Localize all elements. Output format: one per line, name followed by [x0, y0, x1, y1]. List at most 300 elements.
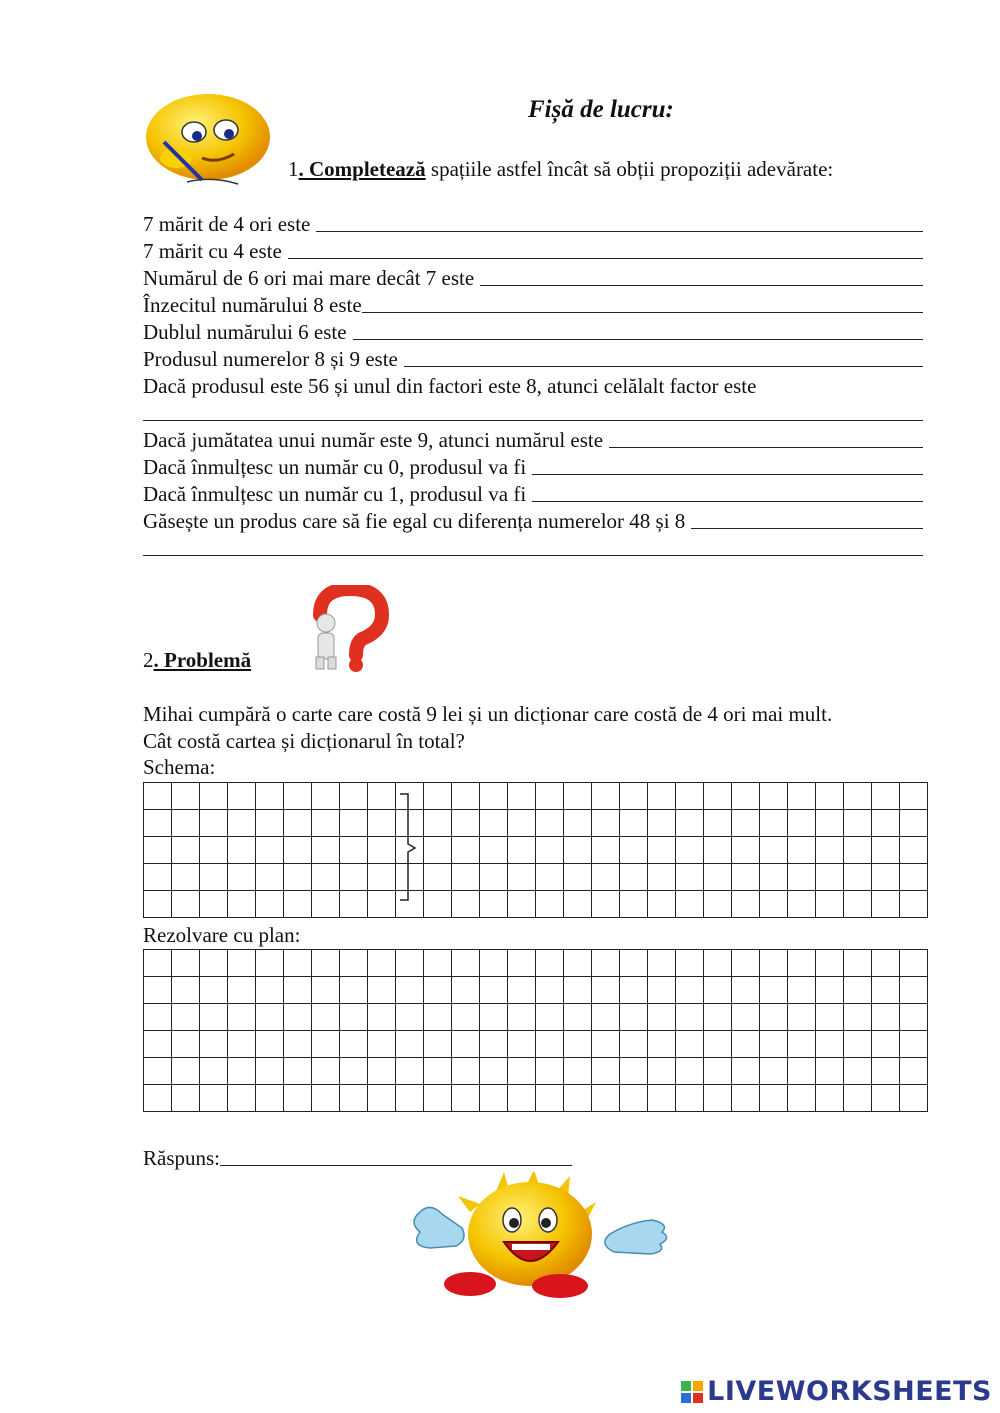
grid-cell[interactable]	[760, 810, 788, 837]
grid-cell[interactable]	[228, 783, 256, 810]
grid-cell[interactable]	[564, 1004, 592, 1031]
grid-cell[interactable]	[592, 864, 620, 891]
grid-cell[interactable]	[872, 783, 900, 810]
grid-cell[interactable]	[536, 977, 564, 1004]
grid-cell[interactable]	[312, 837, 340, 864]
grid-cell[interactable]	[648, 837, 676, 864]
grid-cell[interactable]	[172, 810, 200, 837]
grid-cell[interactable]	[368, 891, 396, 918]
grid-cell[interactable]	[732, 810, 760, 837]
grid-cell[interactable]	[620, 837, 648, 864]
grid-cell[interactable]	[480, 891, 508, 918]
grid-cell[interactable]	[900, 837, 928, 864]
grid-cell[interactable]	[676, 1085, 704, 1112]
grid-cell[interactable]	[284, 837, 312, 864]
grid-cell[interactable]	[424, 950, 452, 977]
grid-cell[interactable]	[480, 1031, 508, 1058]
grid-cell[interactable]	[284, 1058, 312, 1085]
grid-cell[interactable]	[312, 783, 340, 810]
grid-cell[interactable]	[228, 950, 256, 977]
grid-cell[interactable]	[172, 837, 200, 864]
grid-cell[interactable]	[620, 891, 648, 918]
grid-cell[interactable]	[592, 810, 620, 837]
grid-cell[interactable]	[760, 837, 788, 864]
grid-cell[interactable]	[872, 950, 900, 977]
grid-cell[interactable]	[816, 1085, 844, 1112]
grid-cell[interactable]	[648, 977, 676, 1004]
grid-cell[interactable]	[200, 864, 228, 891]
grid-cell[interactable]	[452, 864, 480, 891]
grid-cell[interactable]	[172, 1058, 200, 1085]
grid-cell[interactable]	[844, 837, 872, 864]
grid-cell[interactable]	[732, 1058, 760, 1085]
grid-cell[interactable]	[172, 1085, 200, 1112]
grid-cell[interactable]	[592, 1031, 620, 1058]
grid-cell[interactable]	[368, 977, 396, 1004]
grid-cell[interactable]	[536, 1085, 564, 1112]
grid-cell[interactable]	[284, 864, 312, 891]
grid-cell[interactable]	[312, 977, 340, 1004]
grid-cell[interactable]	[144, 977, 172, 1004]
grid-cell[interactable]	[816, 1004, 844, 1031]
grid-cell[interactable]	[424, 891, 452, 918]
grid-cell[interactable]	[508, 864, 536, 891]
grid-cell[interactable]	[648, 1058, 676, 1085]
grid-cell[interactable]	[368, 1058, 396, 1085]
grid-cell[interactable]	[200, 1058, 228, 1085]
grid-cell[interactable]	[368, 1085, 396, 1112]
grid-cell[interactable]	[760, 864, 788, 891]
grid-cell[interactable]	[368, 864, 396, 891]
grid-cell[interactable]	[172, 891, 200, 918]
answer-blank[interactable]	[362, 311, 923, 313]
grid-cell[interactable]	[592, 891, 620, 918]
grid-cell[interactable]	[788, 950, 816, 977]
answer-blank[interactable]	[609, 446, 923, 448]
grid-cell[interactable]	[844, 1085, 872, 1112]
grid-cell[interactable]	[340, 864, 368, 891]
grid-cell[interactable]	[872, 1004, 900, 1031]
grid-cell[interactable]	[452, 1058, 480, 1085]
grid-cell[interactable]	[452, 837, 480, 864]
grid-cell[interactable]	[844, 783, 872, 810]
grid-cell[interactable]	[732, 891, 760, 918]
grid-cell[interactable]	[340, 950, 368, 977]
grid-cell[interactable]	[732, 1004, 760, 1031]
grid-cell[interactable]	[536, 950, 564, 977]
grid-cell[interactable]	[200, 950, 228, 977]
grid-cell[interactable]	[564, 837, 592, 864]
grid-cell[interactable]	[508, 1058, 536, 1085]
grid-cell[interactable]	[144, 1058, 172, 1085]
grid-cell[interactable]	[480, 864, 508, 891]
answer-blank[interactable]	[143, 419, 923, 421]
grid-cell[interactable]	[172, 1004, 200, 1031]
grid-cell[interactable]	[368, 837, 396, 864]
grid-cell[interactable]	[564, 810, 592, 837]
grid-cell[interactable]	[312, 891, 340, 918]
grid-cell[interactable]	[704, 1058, 732, 1085]
grid-cell[interactable]	[732, 1031, 760, 1058]
grid-cell[interactable]	[200, 837, 228, 864]
grid-cell[interactable]	[452, 977, 480, 1004]
grid-cell[interactable]	[536, 1004, 564, 1031]
grid-cell[interactable]	[144, 950, 172, 977]
grid-cell[interactable]	[144, 1031, 172, 1058]
grid-cell[interactable]	[900, 977, 928, 1004]
grid-cell[interactable]	[872, 864, 900, 891]
grid-cell[interactable]	[508, 977, 536, 1004]
grid-cell[interactable]	[480, 950, 508, 977]
grid-cell[interactable]	[816, 1058, 844, 1085]
grid-cell[interactable]	[676, 837, 704, 864]
grid-cell[interactable]	[256, 1004, 284, 1031]
grid-cell[interactable]	[368, 1031, 396, 1058]
grid-cell[interactable]	[900, 1085, 928, 1112]
grid-cell[interactable]	[872, 1031, 900, 1058]
grid-cell[interactable]	[200, 783, 228, 810]
grid-cell[interactable]	[424, 1031, 452, 1058]
grid-cell[interactable]	[788, 977, 816, 1004]
grid-cell[interactable]	[228, 837, 256, 864]
grid-cell[interactable]	[284, 1085, 312, 1112]
grid-cell[interactable]	[480, 1004, 508, 1031]
grid-cell[interactable]	[536, 837, 564, 864]
grid-cell[interactable]	[760, 1031, 788, 1058]
grid-cell[interactable]	[648, 1004, 676, 1031]
answer-blank[interactable]	[404, 365, 923, 367]
grid-cell[interactable]	[816, 783, 844, 810]
grid-cell[interactable]	[200, 1085, 228, 1112]
grid-cell[interactable]	[788, 810, 816, 837]
grid-cell[interactable]	[844, 1058, 872, 1085]
grid-cell[interactable]	[872, 1085, 900, 1112]
grid-cell[interactable]	[648, 891, 676, 918]
grid-cell[interactable]	[760, 783, 788, 810]
grid-cell[interactable]	[676, 1058, 704, 1085]
grid-cell[interactable]	[256, 864, 284, 891]
grid-cell[interactable]	[872, 837, 900, 864]
grid-cell[interactable]	[564, 950, 592, 977]
grid-cell[interactable]	[508, 1031, 536, 1058]
grid-cell[interactable]	[340, 1004, 368, 1031]
grid-cell[interactable]	[228, 891, 256, 918]
grid-cell[interactable]	[844, 1004, 872, 1031]
grid-cell[interactable]	[872, 891, 900, 918]
grid-cell[interactable]	[312, 864, 340, 891]
grid-cell[interactable]	[368, 950, 396, 977]
grid-cell[interactable]	[592, 977, 620, 1004]
grid-cell[interactable]	[564, 1058, 592, 1085]
grid-cell[interactable]	[564, 864, 592, 891]
grid-cell[interactable]	[844, 864, 872, 891]
grid-cell[interactable]	[228, 1085, 256, 1112]
answer-blank[interactable]	[316, 230, 923, 232]
answer-blank[interactable]	[220, 1165, 572, 1166]
grid-cell[interactable]	[284, 891, 312, 918]
grid-cell[interactable]	[172, 1031, 200, 1058]
grid-cell[interactable]	[340, 977, 368, 1004]
grid-cell[interactable]	[340, 891, 368, 918]
answer-blank[interactable]	[532, 500, 923, 502]
grid-cell[interactable]	[900, 810, 928, 837]
grid-cell[interactable]	[676, 1031, 704, 1058]
grid-cell[interactable]	[788, 1031, 816, 1058]
grid-cell[interactable]	[368, 783, 396, 810]
grid-cell[interactable]	[676, 950, 704, 977]
grid-cell[interactable]	[312, 1004, 340, 1031]
grid-cell[interactable]	[648, 1031, 676, 1058]
grid-cell[interactable]	[368, 1004, 396, 1031]
grid-cell[interactable]	[760, 1004, 788, 1031]
grid-cell[interactable]	[200, 810, 228, 837]
grid-cell[interactable]	[816, 1031, 844, 1058]
grid-cell[interactable]	[676, 891, 704, 918]
grid-cell[interactable]	[480, 1058, 508, 1085]
grid-cell[interactable]	[172, 977, 200, 1004]
grid-cell[interactable]	[452, 810, 480, 837]
grid-cell[interactable]	[312, 1058, 340, 1085]
solution-grid[interactable]	[143, 949, 928, 1112]
grid-cell[interactable]	[536, 1058, 564, 1085]
grid-cell[interactable]	[676, 810, 704, 837]
grid-cell[interactable]	[256, 950, 284, 977]
answer-blank[interactable]	[691, 527, 923, 529]
grid-cell[interactable]	[732, 837, 760, 864]
grid-cell[interactable]	[620, 783, 648, 810]
grid-cell[interactable]	[508, 783, 536, 810]
grid-cell[interactable]	[424, 810, 452, 837]
grid-cell[interactable]	[732, 783, 760, 810]
grid-cell[interactable]	[452, 1085, 480, 1112]
grid-cell[interactable]	[340, 783, 368, 810]
grid-cell[interactable]	[536, 864, 564, 891]
grid-cell[interactable]	[424, 977, 452, 1004]
grid-cell[interactable]	[536, 783, 564, 810]
grid-cell[interactable]	[564, 977, 592, 1004]
grid-cell[interactable]	[564, 783, 592, 810]
grid-cell[interactable]	[452, 1004, 480, 1031]
grid-cell[interactable]	[732, 1085, 760, 1112]
grid-cell[interactable]	[340, 1031, 368, 1058]
grid-cell[interactable]	[312, 950, 340, 977]
grid-cell[interactable]	[228, 1031, 256, 1058]
grid-cell[interactable]	[424, 783, 452, 810]
grid-cell[interactable]	[284, 950, 312, 977]
grid-cell[interactable]	[900, 1004, 928, 1031]
grid-cell[interactable]	[620, 977, 648, 1004]
grid-cell[interactable]	[200, 1031, 228, 1058]
grid-cell[interactable]	[592, 950, 620, 977]
grid-cell[interactable]	[760, 977, 788, 1004]
grid-cell[interactable]	[816, 837, 844, 864]
answer-blank[interactable]	[288, 257, 923, 259]
grid-cell[interactable]	[676, 864, 704, 891]
grid-cell[interactable]	[620, 810, 648, 837]
grid-cell[interactable]	[592, 1058, 620, 1085]
grid-cell[interactable]	[284, 783, 312, 810]
grid-cell[interactable]	[144, 783, 172, 810]
grid-cell[interactable]	[256, 1085, 284, 1112]
grid-cell[interactable]	[788, 891, 816, 918]
grid-cell[interactable]	[788, 1085, 816, 1112]
grid-cell[interactable]	[564, 1031, 592, 1058]
grid-cell[interactable]	[172, 864, 200, 891]
grid-cell[interactable]	[508, 950, 536, 977]
grid-cell[interactable]	[900, 1058, 928, 1085]
grid-cell[interactable]	[816, 810, 844, 837]
grid-cell[interactable]	[732, 977, 760, 1004]
grid-cell[interactable]	[284, 977, 312, 1004]
grid-cell[interactable]	[704, 950, 732, 977]
grid-cell[interactable]	[396, 1004, 424, 1031]
answer-blank[interactable]	[353, 338, 923, 340]
grid-cell[interactable]	[676, 977, 704, 1004]
grid-cell[interactable]	[396, 950, 424, 977]
grid-cell[interactable]	[228, 1058, 256, 1085]
grid-cell[interactable]	[704, 1004, 732, 1031]
grid-cell[interactable]	[564, 891, 592, 918]
grid-cell[interactable]	[396, 1085, 424, 1112]
answer-blank[interactable]	[532, 473, 923, 475]
grid-cell[interactable]	[228, 977, 256, 1004]
grid-cell[interactable]	[900, 891, 928, 918]
grid-cell[interactable]	[592, 1085, 620, 1112]
grid-cell[interactable]	[704, 810, 732, 837]
grid-cell[interactable]	[900, 1031, 928, 1058]
grid-cell[interactable]	[256, 1058, 284, 1085]
grid-cell[interactable]	[200, 891, 228, 918]
grid-cell[interactable]	[508, 891, 536, 918]
grid-cell[interactable]	[368, 810, 396, 837]
grid-cell[interactable]	[536, 810, 564, 837]
grid-cell[interactable]	[312, 810, 340, 837]
grid-cell[interactable]	[480, 1085, 508, 1112]
grid-cell[interactable]	[844, 950, 872, 977]
grid-cell[interactable]	[760, 950, 788, 977]
grid-cell[interactable]	[872, 1058, 900, 1085]
grid-cell[interactable]	[396, 977, 424, 1004]
grid-cell[interactable]	[340, 810, 368, 837]
grid-cell[interactable]	[788, 1004, 816, 1031]
grid-cell[interactable]	[508, 1004, 536, 1031]
grid-cell[interactable]	[452, 950, 480, 977]
grid-cell[interactable]	[788, 864, 816, 891]
grid-cell[interactable]	[228, 864, 256, 891]
grid-cell[interactable]	[256, 783, 284, 810]
grid-cell[interactable]	[648, 1085, 676, 1112]
grid-cell[interactable]	[704, 891, 732, 918]
grid-cell[interactable]	[144, 837, 172, 864]
grid-cell[interactable]	[396, 1031, 424, 1058]
grid-cell[interactable]	[620, 1058, 648, 1085]
grid-cell[interactable]	[816, 950, 844, 977]
grid-cell[interactable]	[480, 977, 508, 1004]
grid-cell[interactable]	[256, 1031, 284, 1058]
grid-cell[interactable]	[144, 1085, 172, 1112]
grid-cell[interactable]	[144, 1004, 172, 1031]
grid-cell[interactable]	[592, 783, 620, 810]
answer-blank[interactable]	[480, 284, 923, 286]
grid-cell[interactable]	[200, 977, 228, 1004]
grid-cell[interactable]	[704, 837, 732, 864]
grid-cell[interactable]	[620, 1031, 648, 1058]
grid-cell[interactable]	[620, 1004, 648, 1031]
grid-cell[interactable]	[592, 837, 620, 864]
grid-cell[interactable]	[648, 810, 676, 837]
answer-blank[interactable]	[143, 554, 923, 556]
grid-cell[interactable]	[648, 864, 676, 891]
grid-cell[interactable]	[340, 1058, 368, 1085]
grid-cell[interactable]	[872, 810, 900, 837]
grid-cell[interactable]	[312, 1085, 340, 1112]
grid-cell[interactable]	[144, 864, 172, 891]
grid-cell[interactable]	[844, 977, 872, 1004]
grid-cell[interactable]	[844, 810, 872, 837]
grid-cell[interactable]	[284, 1004, 312, 1031]
grid-cell[interactable]	[760, 1085, 788, 1112]
grid-cell[interactable]	[424, 1058, 452, 1085]
grid-cell[interactable]	[704, 977, 732, 1004]
grid-cell[interactable]	[788, 783, 816, 810]
grid-cell[interactable]	[704, 864, 732, 891]
grid-cell[interactable]	[284, 1031, 312, 1058]
grid-cell[interactable]	[144, 891, 172, 918]
grid-cell[interactable]	[256, 837, 284, 864]
grid-cell[interactable]	[396, 1058, 424, 1085]
grid-cell[interactable]	[424, 837, 452, 864]
grid-cell[interactable]	[872, 977, 900, 1004]
grid-cell[interactable]	[788, 837, 816, 864]
grid-cell[interactable]	[256, 977, 284, 1004]
grid-cell[interactable]	[508, 1085, 536, 1112]
grid-cell[interactable]	[620, 950, 648, 977]
grid-cell[interactable]	[620, 864, 648, 891]
grid-cell[interactable]	[676, 1004, 704, 1031]
grid-cell[interactable]	[564, 1085, 592, 1112]
grid-cell[interactable]	[620, 1085, 648, 1112]
grid-cell[interactable]	[816, 864, 844, 891]
grid-cell[interactable]	[704, 1031, 732, 1058]
grid-cell[interactable]	[732, 864, 760, 891]
grid-cell[interactable]	[844, 891, 872, 918]
grid-cell[interactable]	[704, 1085, 732, 1112]
grid-cell[interactable]	[340, 837, 368, 864]
grid-cell[interactable]	[816, 977, 844, 1004]
grid-cell[interactable]	[172, 783, 200, 810]
grid-cell[interactable]	[452, 891, 480, 918]
grid-cell[interactable]	[424, 864, 452, 891]
grid-cell[interactable]	[508, 810, 536, 837]
grid-cell[interactable]	[452, 783, 480, 810]
grid-cell[interactable]	[704, 783, 732, 810]
grid-cell[interactable]	[424, 1085, 452, 1112]
grid-cell[interactable]	[424, 1004, 452, 1031]
grid-cell[interactable]	[200, 1004, 228, 1031]
grid-cell[interactable]	[452, 1031, 480, 1058]
grid-cell[interactable]	[900, 783, 928, 810]
grid-cell[interactable]	[760, 891, 788, 918]
grid-cell[interactable]	[648, 783, 676, 810]
grid-cell[interactable]	[480, 783, 508, 810]
grid-cell[interactable]	[760, 1058, 788, 1085]
grid-cell[interactable]	[480, 837, 508, 864]
schema-grid[interactable]	[143, 782, 928, 918]
grid-cell[interactable]	[508, 837, 536, 864]
grid-cell[interactable]	[172, 950, 200, 977]
grid-cell[interactable]	[228, 1004, 256, 1031]
grid-cell[interactable]	[536, 1031, 564, 1058]
